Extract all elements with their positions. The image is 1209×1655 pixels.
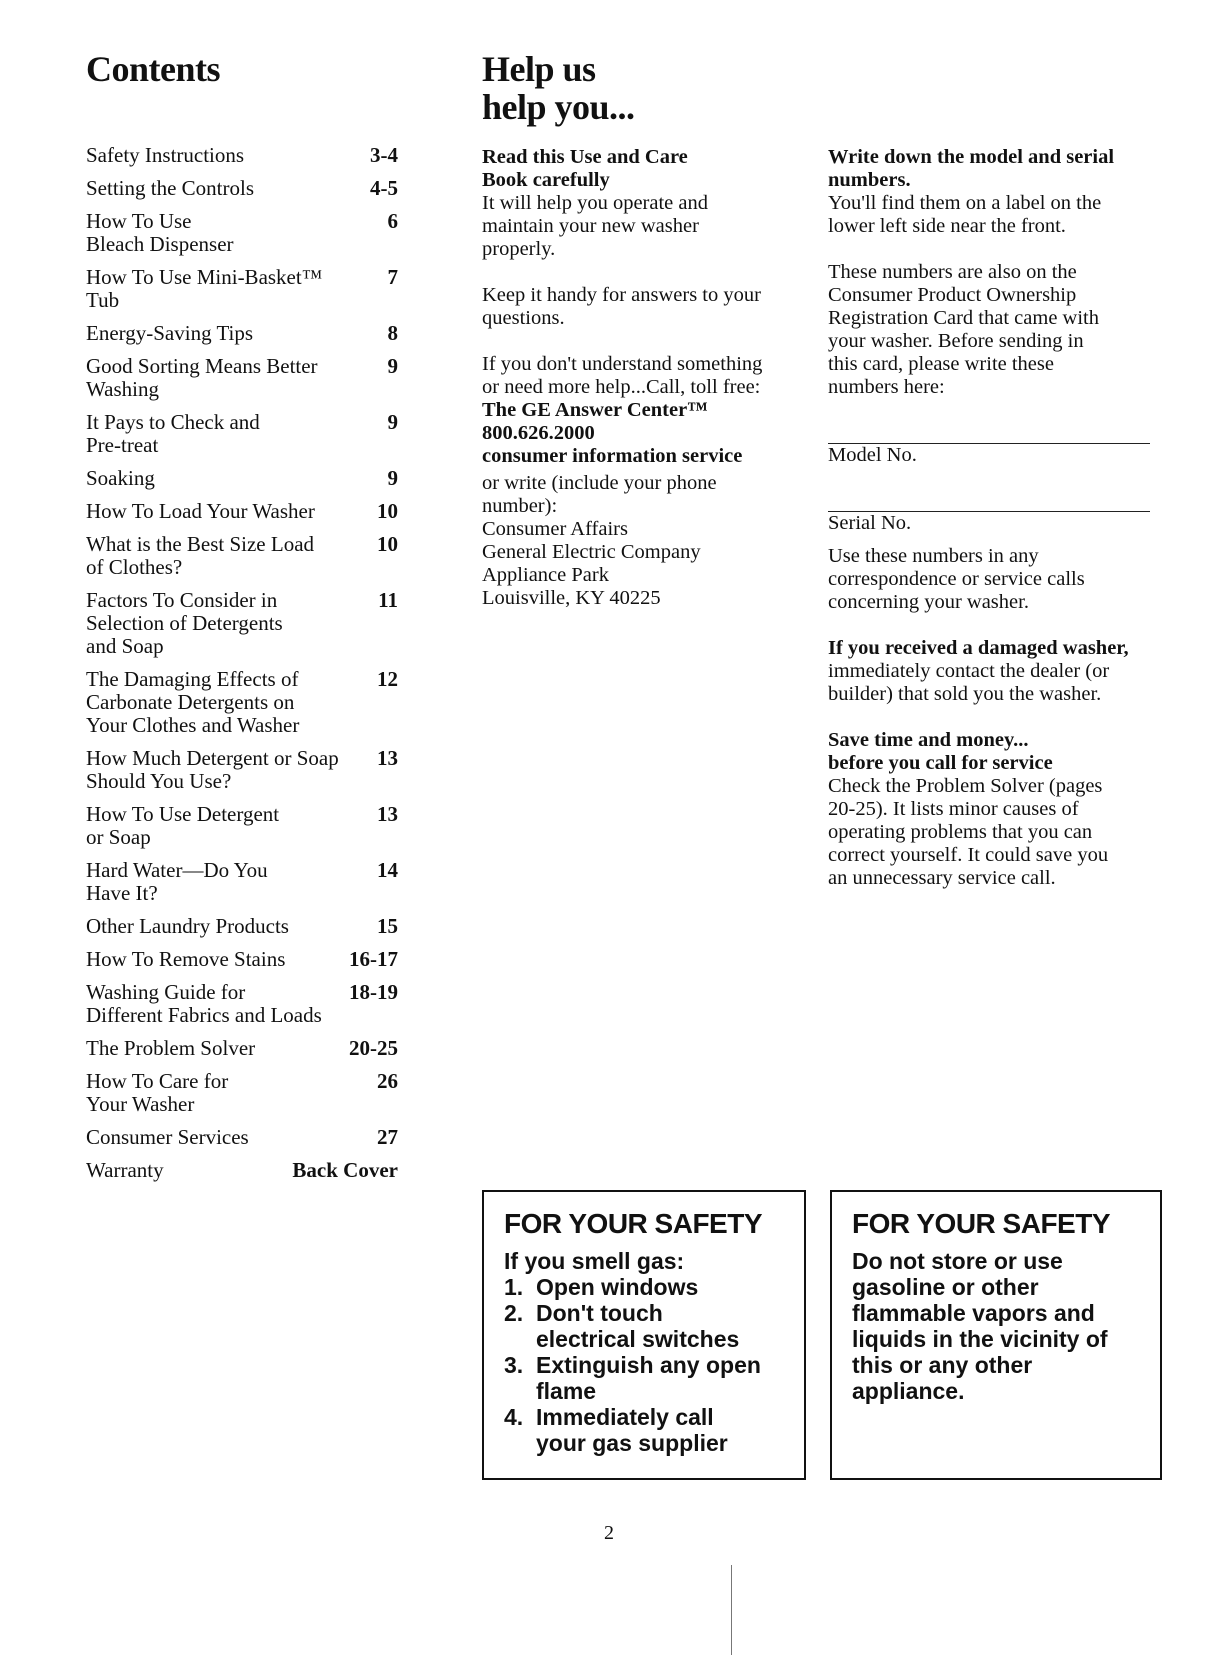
toc-entry: [86, 981, 398, 1027]
toc-entry-page: 8: [387, 321, 398, 345]
toc-entry-label: Safety Instructions: [86, 143, 245, 167]
toc-entry-page: 13: [377, 802, 398, 826]
gas-safety-step: 4. Immediately call your gas supplier: [504, 1404, 728, 1456]
toc-entry-label: Factors To Consider in Selection of Detergents and Soap: [86, 588, 283, 658]
serial-heading: Write down the model and serial numbers.: [828, 146, 1115, 191]
serial-column: [828, 146, 1158, 890]
toc-entry: [86, 266, 398, 312]
toc-entry-page: 16-17: [349, 947, 398, 971]
toc-entry-page: 12: [377, 667, 398, 691]
toc-entry-label: Consumer Services: [86, 1125, 249, 1149]
toc-entry-label: Hard Water—Do You Have It?: [86, 858, 268, 905]
toc-entry-label: The Damaging Effects of Carbonate Detergents on Your Clothes and Washer: [86, 667, 300, 737]
save-heading: Save time and money... before you call for service: [828, 729, 1053, 774]
read-heading: Read this Use and Care Book carefully: [482, 146, 688, 191]
toc-entry-label: It Pays to Check and Pre-treat: [86, 410, 260, 457]
page-number: 2: [604, 1522, 614, 1544]
toc-entry: [86, 322, 398, 345]
damaged-heading: If you received a damaged washer,: [828, 637, 1129, 659]
gutter-divider: [731, 1565, 732, 1655]
toc-entry-page: 20-25: [349, 1036, 398, 1060]
serial-number-label: Serial No.: [828, 512, 912, 534]
help-column: [482, 146, 812, 610]
toc-entry-label: The Problem Solver: [86, 1036, 256, 1060]
save-body: Check the Problem Solver (pages 20-25). It lists minor causes of operating problems that you can correct yourself. It could save you an unnecessary service call.: [828, 775, 1109, 889]
toc-entry-page: 7: [387, 265, 398, 289]
toc-entry-label: How To Remove Stains: [86, 947, 286, 971]
toc-entry: [86, 747, 398, 793]
use-numbers-note: Use these numbers in any correspondence or service calls concerning your washer.: [828, 545, 1085, 613]
toc-entry-page: 13: [377, 746, 398, 770]
toc-entry-label: What is the Best Size Load of Clothes?: [86, 532, 315, 579]
toc-entry: [86, 859, 398, 905]
toc-entry-page: 18-19: [349, 980, 398, 1004]
toc-entry: [86, 915, 398, 938]
toc-entry-label: How To Care for Your Washer: [86, 1069, 229, 1116]
table-of-contents: [86, 144, 398, 1192]
toc-entry-page: 26: [377, 1069, 398, 1093]
toc-entry: [86, 210, 398, 256]
help-title: Help us help you...: [482, 49, 635, 127]
toc-entry: [86, 589, 398, 658]
toc-entry-page: 11: [378, 588, 398, 612]
toc-entry-page: 3-4: [370, 143, 398, 167]
toc-entry: [86, 1126, 398, 1149]
toc-entry-label: Energy-Saving Tips: [86, 321, 254, 345]
vapor-safety-title: FOR YOUR SAFETY: [852, 1208, 1111, 1239]
gas-safety-box: [482, 1190, 806, 1480]
toc-entry-label: Setting the Controls: [86, 176, 254, 200]
toc-entry-label: Good Sorting Means Better Washing: [86, 354, 318, 401]
toc-entry-label: How To Use Bleach Dispenser: [86, 209, 234, 256]
serial-body: You'll find them on a label on the lower left side near the front.: [828, 192, 1102, 237]
toc-entry-label: How To Use Mini-Basket™ Tub: [86, 265, 323, 312]
toc-entry-page: 14: [377, 858, 398, 882]
gas-safety-steps: [504, 1274, 784, 1456]
gas-safety-step: 3. Extinguish any open flame: [504, 1352, 761, 1404]
toc-entry-label: How Much Detergent or Soap Should You Use?: [86, 746, 339, 793]
toc-entry: [86, 1037, 398, 1060]
toc-entry: [86, 177, 398, 200]
toc-entry-label: Warranty: [86, 1158, 164, 1182]
vapor-safety-box: [830, 1190, 1162, 1480]
toc-entry-page: 27: [377, 1125, 398, 1149]
toc-entry: [86, 144, 398, 167]
toc-entry-page: 9: [387, 466, 398, 490]
model-number-line[interactable]: [828, 421, 1150, 444]
toc-entry: [86, 803, 398, 849]
toc-entry: [86, 411, 398, 457]
answer-center: The GE Answer Center™: [482, 399, 708, 421]
toc-entry-page: 10: [377, 499, 398, 523]
toc-entry-page: 15: [377, 914, 398, 938]
read-body: It will help you operate and maintain your new washer properly.: [482, 192, 709, 260]
toc-entry: [86, 533, 398, 579]
mailing-address: Consumer Affairs General Electric Company Appliance Park Louisville, KY 40225: [482, 518, 701, 609]
toc-entry-page: 6: [387, 209, 398, 233]
call-intro: If you don't understand something or need more help...Call, toll free:: [482, 353, 763, 398]
toc-entry: [86, 500, 398, 523]
toc-entry-page: 10: [377, 532, 398, 556]
toc-entry-label: Other Laundry Products: [86, 914, 289, 938]
vapor-safety-text: Do not store or use gasoline or other flammable vapors and liquids in the vicinity of this or any other appliance.: [852, 1248, 1108, 1404]
phone-number: 800.626.2000: [482, 422, 595, 444]
toc-entry-page: 9: [387, 354, 398, 378]
toc-entry: [86, 1159, 398, 1182]
toc-entry-page: 4-5: [370, 176, 398, 200]
toc-entry-page: 9: [387, 410, 398, 434]
toc-entry-label: Washing Guide for Different Fabrics and Loads: [86, 980, 322, 1027]
service-name: consumer information service: [482, 445, 743, 467]
gas-safety-title: FOR YOUR SAFETY: [504, 1208, 763, 1239]
numbers-note: These numbers are also on the Consumer Product Ownership Registration Card that came with your washer. Before sending in this card, please write these numbers here:: [828, 261, 1099, 398]
toc-entry-page: Back Cover: [292, 1158, 398, 1182]
model-number-label: Model No.: [828, 444, 917, 466]
toc-entry-label: Soaking: [86, 466, 155, 490]
damaged-body: immediately contact the dealer (or builder) that sold you the washer.: [828, 660, 1110, 705]
toc-entry-label: How To Use Detergent or Soap: [86, 802, 280, 849]
gas-safety-step: 2. Don't touch electrical switches: [504, 1300, 740, 1352]
keep-handy-text: Keep it handy for answers to your questions.: [482, 284, 761, 329]
serial-number-line[interactable]: [828, 489, 1150, 512]
contents-title: Contents: [86, 49, 221, 89]
gas-safety-subtitle: If you smell gas:: [504, 1248, 685, 1274]
toc-entry: [86, 948, 398, 971]
toc-entry-label: How To Load Your Washer: [86, 499, 315, 523]
toc-entry: [86, 668, 398, 737]
toc-entry: [86, 467, 398, 490]
gas-safety-step: 1. Open windows: [504, 1274, 699, 1300]
toc-entry: [86, 1070, 398, 1116]
write-intro: or write (include your phone number):: [482, 472, 717, 517]
toc-entry: [86, 355, 398, 401]
